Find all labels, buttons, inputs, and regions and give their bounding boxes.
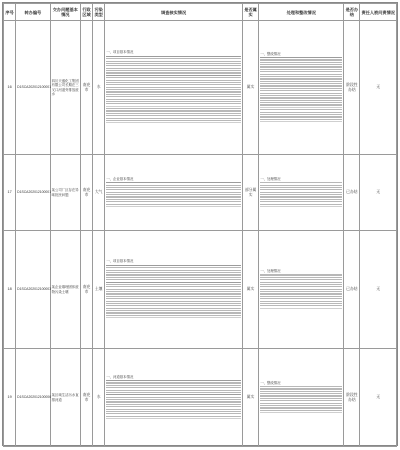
finding-heading: 一、河道基本情况 <box>106 374 134 379</box>
row-region: 南充市 <box>80 349 92 447</box>
finding-heading: 一、企业基本情况 <box>106 176 134 181</box>
header-closed: 是否办结 <box>344 4 360 21</box>
row-type: 水 <box>93 349 105 447</box>
row-code: D1SCA202012100003 <box>16 231 50 349</box>
row-verified: 属实 <box>242 21 258 155</box>
table-row <box>4 349 397 447</box>
fix-heading: 一、处理情况 <box>260 268 281 273</box>
header-index: 序号 <box>4 4 16 21</box>
header-code: 转办编号 <box>16 4 50 21</box>
row-region: 南充市 <box>80 21 92 155</box>
document-page <box>2 2 398 446</box>
row-region: 南充市 <box>80 155 92 231</box>
row-index: 18 <box>4 231 16 349</box>
row-type: 水 <box>93 21 105 155</box>
row-fix <box>259 231 344 349</box>
fix-heading: 一、处理情况 <box>260 176 281 181</box>
header-finding: 调查核实情况 <box>105 4 243 21</box>
row-verified: 属实 <box>242 231 258 349</box>
row-fix <box>259 21 344 155</box>
row-accountability: 无 <box>360 155 397 231</box>
row-summary: 某公司厂区存在异味扰民问题 <box>50 155 80 231</box>
row-region: 南充市 <box>80 231 92 349</box>
row-verified: 部分属实 <box>242 155 258 231</box>
table-row <box>4 21 397 155</box>
complaint-table <box>3 3 397 447</box>
row-finding <box>105 155 243 231</box>
row-index: 16 <box>4 21 16 155</box>
row-code: D1SCA202012100001 <box>16 21 50 155</box>
row-type: 土壤 <box>93 231 105 349</box>
table-row <box>4 231 397 349</box>
row-verified: 属实 <box>242 349 258 447</box>
row-closed: 已办结 <box>344 231 360 349</box>
header-region: 行政区域 <box>80 4 92 21</box>
header-accountability: 责任人被问责情况 <box>360 4 397 21</box>
row-accountability: 无 <box>360 349 397 447</box>
row-index: 19 <box>4 349 16 447</box>
table-header-row <box>4 4 397 21</box>
row-finding <box>105 349 243 447</box>
row-finding <box>105 21 243 155</box>
header-verified: 是否属实 <box>242 4 258 21</box>
row-summary: 某企业填埋固体废物污染土壤 <box>50 231 80 349</box>
row-type: 大气 <box>93 155 105 231</box>
fix-heading: 一、整改情况 <box>260 380 281 385</box>
row-fix <box>259 349 344 447</box>
header-fix: 处理和整改情况 <box>259 4 344 21</box>
row-closed: 阶段性办结 <box>344 349 360 447</box>
row-accountability: 无 <box>360 231 397 349</box>
row-closed: 阶段性办结 <box>344 21 360 155</box>
row-finding <box>105 231 243 349</box>
row-summary: 某区域生活污水直排河道 <box>50 349 80 447</box>
row-code: D1SCA202012100001 <box>16 155 50 231</box>
row-closed: 已办结 <box>344 155 360 231</box>
row-fix <box>259 155 344 231</box>
row-accountability: 无 <box>360 21 397 155</box>
fix-heading: 一、整改情况 <box>260 51 281 56</box>
row-index: 17 <box>4 155 16 231</box>
row-code: D1SCA202012100006 <box>16 349 50 447</box>
finding-heading: 一、项目基本情况 <box>106 259 134 264</box>
header-type: 污染类型 <box>93 4 105 21</box>
finding-heading: 一、项目基本情况 <box>106 50 134 55</box>
header-summary: 交办问题基本情况 <box>50 4 80 21</box>
row-summary: 四川天盛化工集团有限公司长期在三叉口河道旁排放废水 <box>50 21 80 155</box>
table-row <box>4 155 397 231</box>
